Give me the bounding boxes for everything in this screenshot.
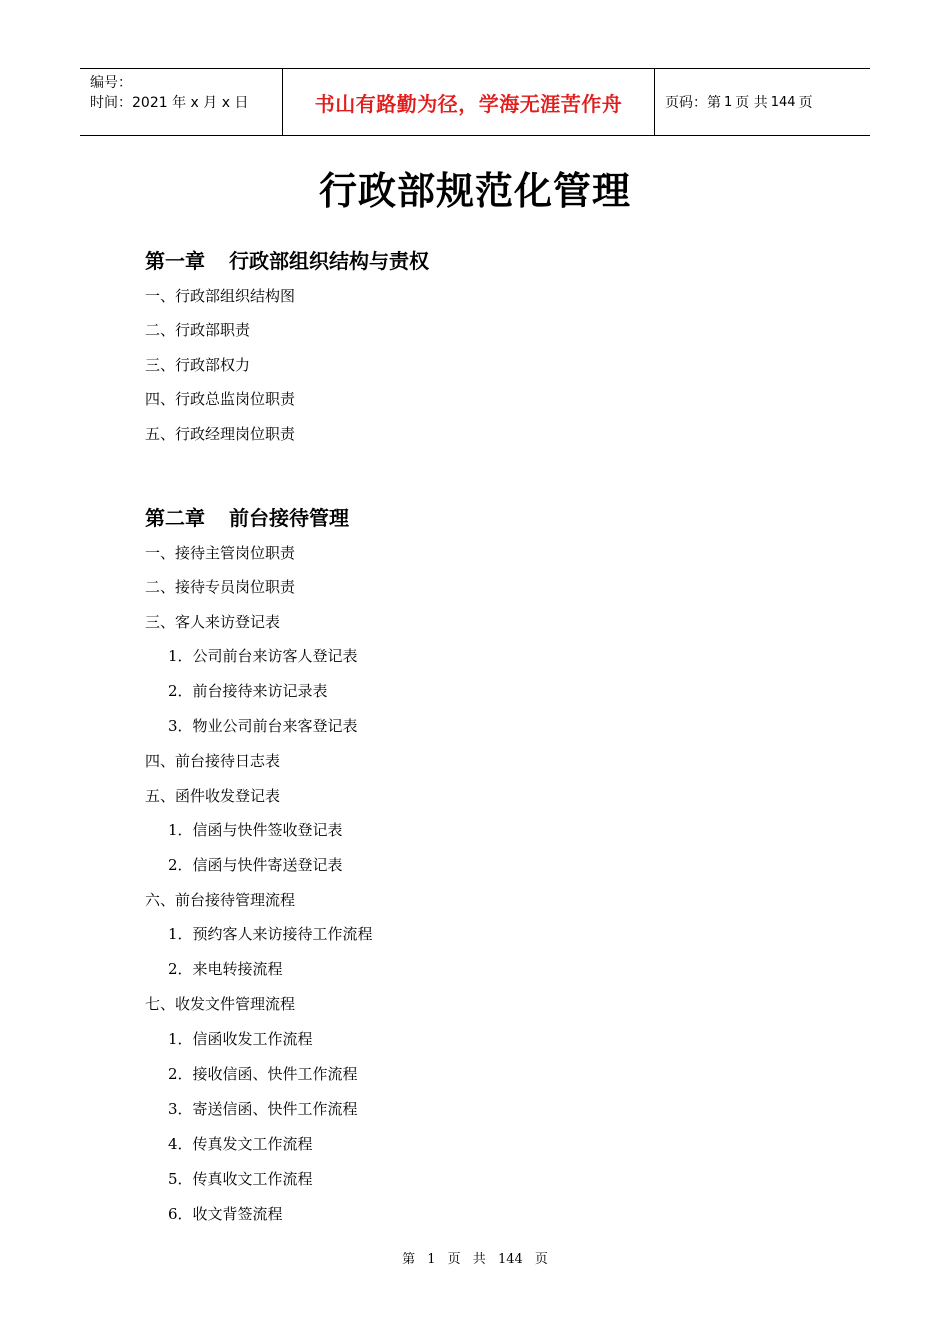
page-prefix: 页码：第	[665, 95, 721, 111]
document-title: 行政部规范化管理	[318, 169, 631, 213]
toc-item: 六、前台接待管理流程	[145, 891, 296, 909]
toc-subitem: 2．信函与快件寄送登记表	[168, 856, 343, 874]
header-motto-cell	[282, 69, 655, 135]
toc-item: 一、行政部组织结构图	[145, 287, 296, 305]
toc-item: 七、收发文件管理流程	[145, 995, 296, 1013]
page-header	[80, 68, 870, 136]
page-footer	[0, 1248, 950, 1267]
page-total: 144	[770, 94, 796, 110]
time-label: 时间：2021 年 x 月 x 日	[90, 95, 249, 111]
chapter-1-name: 行政部组织结构与责权	[229, 249, 429, 273]
serial-label: 编号：	[90, 75, 132, 91]
page-mid: 页 共	[735, 95, 768, 111]
header-left	[80, 69, 282, 135]
footer-word-ye: 页	[447, 1252, 461, 1267]
toc-subitem: 4．传真发文工作流程	[168, 1135, 313, 1153]
page-suffix: 页	[798, 95, 813, 111]
toc-subitem: 6．收文背签流程	[168, 1205, 283, 1223]
toc-subitem: 5．传真收文工作流程	[168, 1170, 313, 1188]
chapter-2-name: 前台接待管理	[229, 506, 349, 530]
toc-item: 一、接待主管岗位职责	[145, 544, 296, 562]
toc-subitem: 2．接收信函、快件工作流程	[168, 1065, 358, 1083]
chapter-2-number: 第二章	[145, 506, 205, 530]
chapter-2-heading	[145, 502, 349, 531]
toc-item: 五、行政经理岗位职责	[145, 425, 296, 443]
page-number: 1	[724, 94, 733, 110]
chapter-1-number: 第一章	[145, 249, 205, 273]
toc-subitem: 1．预约客人来访接待工作流程	[168, 925, 373, 943]
motto-text: 书山有路勤为径，学海无涯苦作舟	[314, 91, 623, 116]
header-page-info	[655, 69, 870, 135]
toc-subitem: 2．前台接待来访记录表	[168, 682, 328, 700]
toc-subitem: 1．公司前台来访客人登记表	[168, 647, 358, 665]
footer-word-gong: 共	[472, 1252, 486, 1267]
toc-item: 三、行政部权力	[145, 356, 251, 374]
toc-item: 三、客人来访登记表	[145, 613, 281, 631]
toc-subitem: 2．来电转接流程	[168, 960, 283, 978]
toc-item: 四、前台接待日志表	[145, 752, 281, 770]
toc-subitem: 1．信函收发工作流程	[168, 1030, 313, 1048]
toc-subitem: 1．信函与快件签收登记表	[168, 821, 343, 839]
toc-item: 五、函件收发登记表	[145, 787, 281, 805]
footer-word-ye-2: 页	[534, 1252, 548, 1267]
footer-page-total: 144	[497, 1252, 523, 1267]
chapter-1-heading	[145, 245, 429, 274]
toc-subitem: 3．寄送信函、快件工作流程	[168, 1100, 358, 1118]
toc-subitem: 3．物业公司前台来客登记表	[168, 717, 358, 735]
footer-page-number: 1	[427, 1252, 436, 1267]
toc-item: 二、行政部职责	[145, 321, 251, 339]
toc-item: 四、行政总监岗位职责	[145, 390, 296, 408]
footer-word-di: 第	[402, 1252, 416, 1267]
toc-item: 二、接待专员岗位职责	[145, 578, 296, 596]
